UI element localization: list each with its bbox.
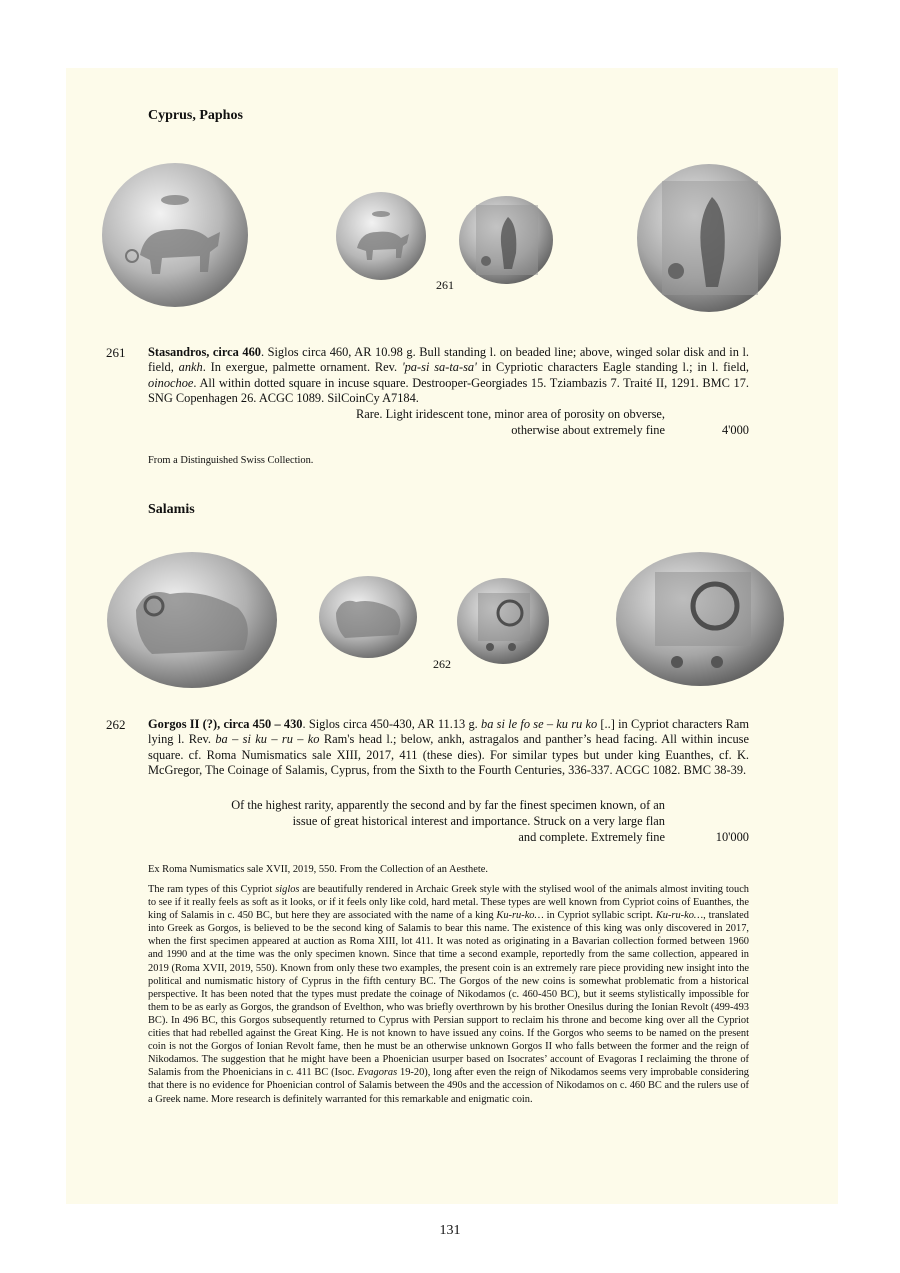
coin-261-reverse (458, 195, 554, 285)
lot-condition-261-line1: Rare. Light iridescent tone, minor area of porosity on obverse, (356, 407, 665, 421)
lot-price-262: 10'000 (715, 830, 749, 844)
lot-number-261: 261 (106, 345, 126, 360)
lot-condition-262-line3: and complete. Extremely fine (518, 830, 665, 844)
lot-condition-262-line1: Of the highest rarity, apparently the second and by far the finest specimen known, of an (231, 798, 665, 812)
coin-261-obverse-enlarged (100, 160, 250, 310)
section-title-salamis: Salamis (148, 502, 195, 517)
lot-description-261: Stasandros, circa 460. Siglos circa 460, AR 10.98 g. Bull standing l. on beaded line; above, winged solar disk and in l. field, ankh. In exergue, palmette ornament. Rev. 'pa-si sa-ta-sa' in Cypriotic characters Eagle standing l.; in l. field, oinochoe. All within dotted square in incuse square. Destrooper-Georgiades 15. Tziambazis 7. Traité II, 1291. BMC 17. SNG Copenhagen 26. ACGC 1089. SilCoinCy A7184. (148, 345, 749, 406)
coin-262-obverse (318, 575, 418, 660)
lot-commentary-262: The ram types of this Cypriot siglos are beautifully rendered in Archaic Greek style with the stylised wool of the animals almost inviting touch to see if it really feels as soft as it looks, or if it feels only like cold, hard metal. These types are well known from Cypriot coins of Euanthes, the king of Salamis in c. 450 BC, but here they are associated with the name of a king Ku-ru-ko… in Cypriot syllabic script. Ku-ru-ko…, translated into Greek as Gorgos, is believed to be the second king of Salamis to bear this name. The existence of this king was only discovered in 2017, when the first specimen appeared at auction as Roma XIII, lot 411. It was noted as originating in a Bavarian collection formed between 1960 and 1990 and at the time was the only specimen known. Since that time a second example, reportedly from the same collection, appeared in 2019 (Roma XVII, 2019, 550). Known from only these two examples, the present coin is an extremely rare piece providing new insight into the political and numismatic history of Cyprus in the fifth century BC. The Gorgos of the new coins is somewhat problematic from a historical perspective. It has been noted that the types must predate the coinage of Nikodamos (c. 460-450 BC), but it seems stylistically impossible for them to be as early as Gorgos, the grandson of Evelthon, who was briefly overthrown by his brother Onesilus during the Ionian Revolt (499-493 BC). In 496 BC, this Gorgos subsequently returned to Cyprus with Persian support to reclaim his throne and become king over all the Cypriot cities that had rebelled against the Great King. He is not known to have issued any coins. If the Gorgos who seems to be named on the present coin is not the Gorgos of Ionian Revolt fame, then he must be an otherwise unknown Gorgos II who falls between the former and the reign of Nikodamos. The suggestion that he might have been a Phoenician usurper based on Isocrates’ account of Evagoras I reclaiming the throne of Salamis from the Phoenicians in c. 411 BC (Isoc. Evagoras 19-20), long after even the reign of Nikodamos seems very improbable considering that there is no evidence for Phoenician control of Salamis between the 490s and the accession of Nikodamos on c. 460 BC and the rulers use of a Greek name. More research is definitely warranted for this remarkable and enigmatic coin. (148, 884, 749, 1105)
photo-caption-262: 262 (433, 657, 451, 671)
lot-provenance-262: Ex Roma Numismatics sale XVII, 2019, 550. From the Collection of an Aesthete. (148, 864, 488, 875)
section-title-paphos: Cyprus, Paphos (148, 108, 243, 123)
lot-number-262: 262 (106, 717, 126, 732)
photo-caption-261: 261 (436, 278, 454, 292)
coin-261-obverse (335, 190, 427, 282)
lot-condition-261-line2: otherwise about extremely fine (511, 423, 665, 437)
page-number: 131 (439, 1223, 461, 1238)
coin-262-obverse-enlarged (106, 550, 278, 690)
lot-condition-262-line2: issue of great historical interest and importance. Struck on a very large flan (292, 814, 665, 828)
coin-262-reverse (456, 577, 550, 665)
lot-provenance-261: From a Distinguished Swiss Collection. (148, 455, 314, 466)
coin-261-reverse-enlarged (636, 163, 782, 313)
lot-heading-262: Gorgos II (?), circa 450 – 430 (148, 717, 303, 731)
lot-description-262: Gorgos II (?), circa 450 – 430. Siglos circa 450-430, AR 11.13 g. ba si le fo se – ku ru ko [..] in Cypriot characters Ram lying l. Rev. ba – si ku – ru – ko Ram's head l.; below, ankh, astragalos and panther’s head facing. All within incuse square. cf. Roma Numismatics sale XIII, 2017, 411 (these dies). For similar types but under king Euanthes, cf. K. McGregor, The Coinage of Salamis, Cyprus, from the Sixth to the Fourth Centuries, 336-337. ACGC 1082. BMC 38-39. (148, 717, 749, 778)
lot-heading-261: Stasandros, circa 460 (148, 345, 261, 359)
coin-262-reverse-enlarged (615, 550, 785, 688)
lot-price-261: 4'000 (721, 423, 749, 437)
